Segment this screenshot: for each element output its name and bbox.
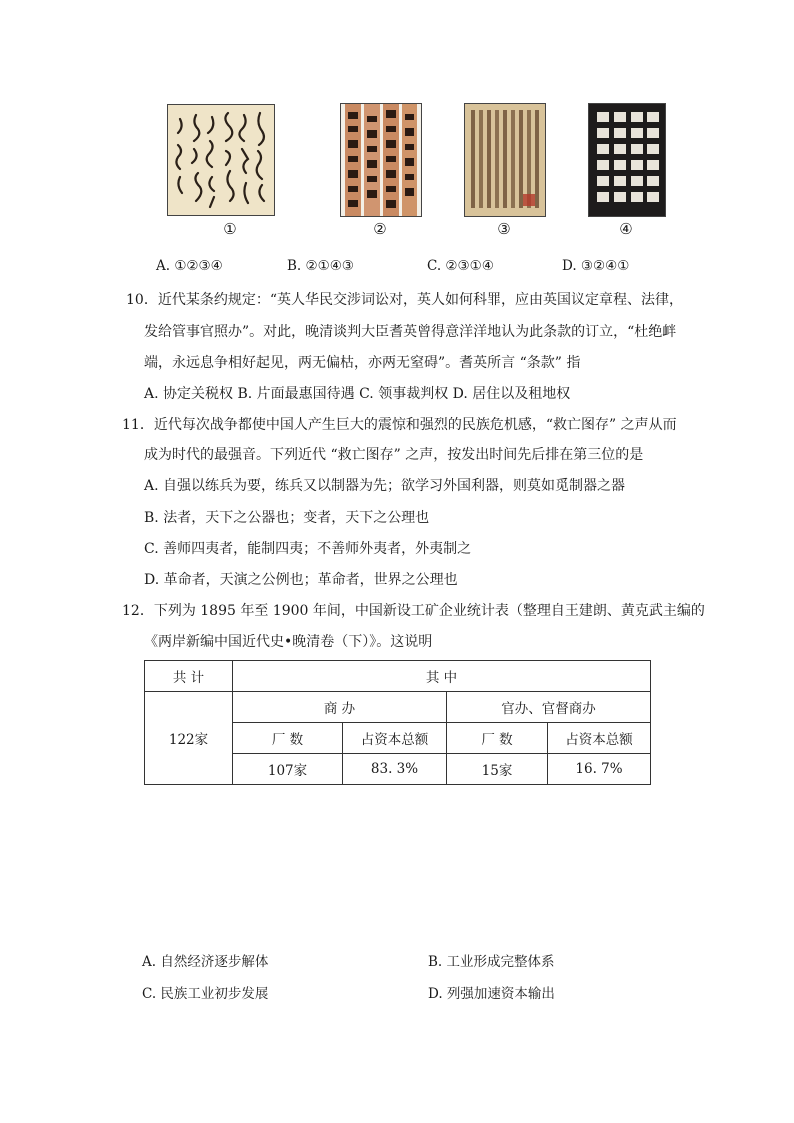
header-total: 共 计 [145, 661, 233, 692]
image-caption-3: ③ [497, 220, 511, 238]
q12-option-b[interactable]: B. 工业形成完整体系 [428, 954, 555, 970]
q11-option-b[interactable]: B. 法者，天下之公器也；变者，天下之公理也 [144, 510, 430, 526]
q11-option-a[interactable]: A. 自强以练兵为要，练兵又以制器为先；欲学习外国利器，则莫如觅制器之器 [144, 478, 626, 494]
q10-stem-line-2: 发给管事官照办”。对此，晚清谈判大臣耆英曾得意洋洋地认为此条款的订立，“杜绝衅 [144, 324, 677, 340]
calligraphy-image-4 [588, 103, 666, 217]
q12-stem-line-1: 12．下列为 1895 年至 1900 年间，中国新设工矿企业统计表（整理自王建朗、黄克武主编的 [122, 603, 705, 619]
q12-stem-line-2: 《两岸新编中国近代史•晚清卷（下）》。这说明 [144, 634, 433, 650]
enterprise-stats-table [144, 660, 651, 785]
q12-option-a[interactable]: A. 自然经济逐步解体 [142, 954, 269, 970]
q11-option-c[interactable]: C. 善师四夷者，能制四夷；不善师外夷者，外夷制之 [144, 541, 472, 557]
col-share-official: 占资本总额 [548, 723, 651, 754]
header-official: 官办、官督商办 [447, 692, 651, 723]
q11-option-d[interactable]: D. 革命者，天演之公例也；革命者，世界之公理也 [144, 572, 458, 588]
image-caption-1: ① [223, 220, 237, 238]
official-count: 15家 [447, 754, 548, 785]
merchant-share: 83. 3% [343, 754, 447, 785]
col-count-merchant: 厂 数 [233, 723, 343, 754]
q12-option-d[interactable]: D. 列强加速资本输出 [428, 986, 555, 1002]
official-share: 16. 7% [548, 754, 651, 785]
q9-option-d[interactable]: D. ③②④① [562, 258, 630, 274]
q10-options[interactable]: A. 协定关税权 B. 片面最惠国待遇 C. 领事裁判权 D. 居住以及租地权 [144, 386, 571, 402]
calligraphy-image-2 [340, 103, 422, 217]
image-caption-4: ④ [619, 220, 633, 238]
col-share-merchant: 占资本总额 [343, 723, 447, 754]
q12-option-c[interactable]: C. 民族工业初步发展 [142, 986, 269, 1002]
q10-stem-line-1: 10．近代某条约规定：“英人华民交涉词讼对，英人如何科罪，应由英国议定章程、法律， [126, 292, 683, 308]
calligraphy-image-3 [464, 103, 546, 217]
calligraphy-image-1 [167, 104, 275, 216]
q9-option-a[interactable]: A. ①②③④ [156, 258, 223, 274]
merchant-count: 107家 [233, 754, 343, 785]
col-count-official: 厂 数 [447, 723, 548, 754]
image-caption-2: ② [373, 220, 387, 238]
header-merchant: 商 办 [233, 692, 447, 723]
q9-option-b[interactable]: B. ②①④③ [287, 258, 354, 274]
q11-stem-line-1: 11．近代每次战争都使中国人产生巨大的震惊和强烈的民族危机感，“救亡图存” 之声从而 [122, 417, 677, 433]
q11-stem-line-2: 成为时代的最强音。下列近代 “救亡图存” 之声，按发出时间先后排在第三位的是 [144, 447, 644, 463]
q9-option-c[interactable]: C. ②③①④ [427, 258, 494, 274]
header-among: 其 中 [233, 661, 651, 692]
total-count: 122家 [145, 692, 233, 785]
q10-stem-line-3: 端，永远息争相好起见，两无偏枯，亦两无窒碍”。耆英所言 “条款” 指 [144, 355, 581, 371]
